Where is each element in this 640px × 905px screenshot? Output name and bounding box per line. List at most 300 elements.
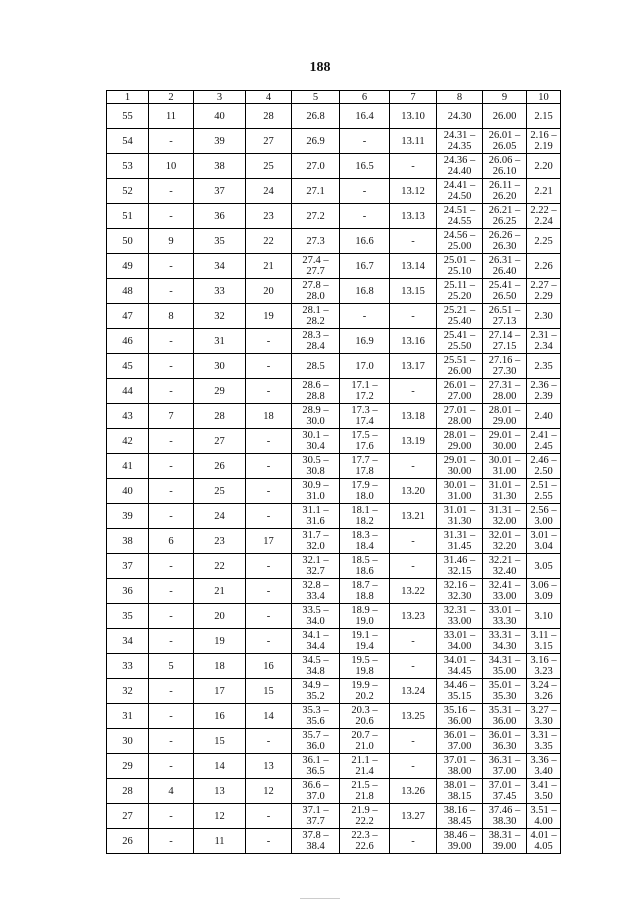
table-cell: 13 [246,754,292,779]
table-cell: 27.14 – 27.15 [483,329,527,354]
table-cell: 13.20 [390,479,437,504]
table-cell: 22 [194,554,246,579]
table-cell: - [246,329,292,354]
table-cell: 10 [149,154,194,179]
table-cell: - [149,679,194,704]
table-cell: 13.15 [390,279,437,304]
header-row [107,91,561,104]
table-cell: - [246,379,292,404]
column-header-7: 7 [390,91,437,104]
table-cell: - [390,454,437,479]
table-cell: - [340,129,390,154]
table-cell: 18 [194,654,246,679]
table-cell: 32.41 – 33.00 [483,579,527,604]
table-cell: - [246,604,292,629]
table-cell: 34.9 – 35.2 [292,679,340,704]
table-row [107,804,561,829]
table-cell: 11 [194,829,246,854]
table-cell: 4.01 – 4.05 [527,829,561,854]
table-cell: 33 [194,279,246,304]
table-cell: 16 [194,704,246,729]
table-cell: 31.46 – 32.15 [437,554,483,579]
table-cell: 38.46 – 39.00 [437,829,483,854]
table-cell: - [149,629,194,654]
table-row [107,479,561,504]
table-cell: 16.6 [340,229,390,254]
table-cell: 26.31 – 26.40 [483,254,527,279]
table-row [107,579,561,604]
table-cell: 4 [149,779,194,804]
table-cell: 26 [194,454,246,479]
table-cell: 2.20 [527,154,561,179]
table-row [107,654,561,679]
table-cell: 3.10 [527,604,561,629]
table-cell: 13.13 [390,204,437,229]
table-cell: - [149,279,194,304]
table-cell: 35.7 – 36.0 [292,729,340,754]
table-cell: 34.01 – 34.45 [437,654,483,679]
table-cell: 2.16 – 2.19 [527,129,561,154]
table-cell: 26 [107,829,149,854]
table-row [107,254,561,279]
table-cell: 32 [107,679,149,704]
table-cell: 17.9 – 18.0 [340,479,390,504]
table-cell: 17 [194,679,246,704]
table-cell: 30.1 – 30.4 [292,429,340,454]
table-cell: 20.3 – 20.6 [340,704,390,729]
table-cell: - [390,154,437,179]
table-cell: 38.01 – 38.15 [437,779,483,804]
table-cell: 5 [149,654,194,679]
table-cell: 22 [246,229,292,254]
table-cell: 16.8 [340,279,390,304]
table-cell: 37.1 – 37.7 [292,804,340,829]
table-cell: 17.7 – 17.8 [340,454,390,479]
table-cell: 27.0 [292,154,340,179]
table-cell: - [149,704,194,729]
table-cell: 34.5 – 34.8 [292,654,340,679]
table-cell: 21 [246,254,292,279]
table-cell: 36 [194,204,246,229]
table-cell: 7 [149,404,194,429]
table-row [107,629,561,654]
table-cell: 33.5 – 34.0 [292,604,340,629]
table-cell: 55 [107,104,149,129]
table-row [107,104,561,129]
column-header-4: 4 [246,91,292,104]
table-cell: - [149,329,194,354]
table-cell: - [340,204,390,229]
table-cell: 33.31 – 34.30 [483,629,527,654]
table-cell: 25.41 – 26.50 [483,279,527,304]
table-cell: - [390,754,437,779]
column-header-8: 8 [437,91,483,104]
table-cell: 34.31 – 35.00 [483,654,527,679]
table-cell: - [246,629,292,654]
table-cell: 17.3 – 17.4 [340,404,390,429]
table-cell: 32.8 – 33.4 [292,579,340,604]
table-cell: 32 [194,304,246,329]
table-cell: 24.41 – 24.50 [437,179,483,204]
table-cell: 3.31 – 3.35 [527,729,561,754]
table-cell: 2.27 – 2.29 [527,279,561,304]
table-cell: 17.1 – 17.2 [340,379,390,404]
table-cell: - [149,379,194,404]
table-cell: 36.01 – 37.00 [437,729,483,754]
table-cell: 37 [194,179,246,204]
table-row [107,529,561,554]
table-cell: 39 [194,129,246,154]
table-cell: 20 [246,279,292,304]
table-cell: 3.36 – 3.40 [527,754,561,779]
table-cell: - [246,429,292,454]
table-cell: - [149,504,194,529]
table-row [107,179,561,204]
table-cell: 18.9 – 19.0 [340,604,390,629]
table-cell: 35.3 – 35.6 [292,704,340,729]
table-row [107,204,561,229]
table-cell: 31 [107,704,149,729]
table-cell: 13.18 [390,404,437,429]
table-row [107,729,561,754]
table-row [107,754,561,779]
table-cell: 24.36 – 24.40 [437,154,483,179]
table-cell: 26.26 – 26.30 [483,229,527,254]
table-cell: 36.1 – 36.5 [292,754,340,779]
table-cell: 31.31 – 32.00 [483,504,527,529]
table-cell: 43 [107,404,149,429]
table-cell: - [149,479,194,504]
table-cell: 26.8 [292,104,340,129]
table-cell: 25.01 – 25.10 [437,254,483,279]
table-cell: 2.35 [527,354,561,379]
table-cell: 13.11 [390,129,437,154]
table-cell: 30.01 – 31.00 [483,454,527,479]
table-cell: 28.9 – 30.0 [292,404,340,429]
table-cell: 44 [107,379,149,404]
table-cell: 30.9 – 31.0 [292,479,340,504]
table-cell: 28.6 – 28.8 [292,379,340,404]
table-cell: 17 [246,529,292,554]
table-row [107,304,561,329]
table-cell: 33 [107,654,149,679]
table-cell: 25.51 – 26.00 [437,354,483,379]
table-cell: 19 [194,629,246,654]
table-cell: - [390,829,437,854]
table-cell: 35.31 – 36.00 [483,704,527,729]
table-cell: 21.5 – 21.8 [340,779,390,804]
table-cell: 31 [194,329,246,354]
table-cell: - [149,754,194,779]
column-header-6: 6 [340,91,390,104]
column-header-9: 9 [483,91,527,104]
table-row [107,404,561,429]
table-cell: 26.9 [292,129,340,154]
table-cell: - [149,604,194,629]
table-cell: 28.01 – 29.00 [483,404,527,429]
table-cell: 46 [107,329,149,354]
table-cell: - [149,129,194,154]
table-cell: 17.0 [340,354,390,379]
table-cell: 54 [107,129,149,154]
table-cell: 25 [194,479,246,504]
table-cell: 13 [194,779,246,804]
column-header-10: 10 [527,91,561,104]
table-cell: 25 [246,154,292,179]
table-cell: 2.15 [527,104,561,129]
table-cell: - [246,454,292,479]
table-cell: - [390,304,437,329]
table-cell: 2.46 – 2.50 [527,454,561,479]
table-cell: 27.1 [292,179,340,204]
table-cell: 2.26 [527,254,561,279]
table-cell: 25.11 – 25.20 [437,279,483,304]
table-cell: 3.11 – 3.15 [527,629,561,654]
table-row [107,354,561,379]
table-body [107,104,561,854]
table-cell: 14 [194,754,246,779]
table-cell: 18.5 – 18.6 [340,554,390,579]
table-cell: 23 [246,204,292,229]
table-cell: 27 [107,804,149,829]
table-cell: 31.01 – 31.30 [437,504,483,529]
table-cell: 15 [246,679,292,704]
table-cell: 13.16 [390,329,437,354]
table-cell: 27.01 – 28.00 [437,404,483,429]
data-table [106,90,561,854]
table-row [107,779,561,804]
table-cell: 29.01 – 30.00 [437,454,483,479]
table-cell: 3.27 – 3.30 [527,704,561,729]
table-cell: 13.27 [390,804,437,829]
table-cell: - [149,179,194,204]
table-cell: - [149,429,194,454]
table-cell: - [246,729,292,754]
table-cell: 31.1 – 31.6 [292,504,340,529]
table-cell: 27.3 [292,229,340,254]
table-cell: 18 [246,404,292,429]
table-cell: 13.22 [390,579,437,604]
table-cell: 41 [107,454,149,479]
table-cell: 17.5 – 17.6 [340,429,390,454]
table-cell: 25.21 – 25.40 [437,304,483,329]
table-cell: 3.51 – 4.00 [527,804,561,829]
table-cell: 36.01 – 36.30 [483,729,527,754]
table-cell: - [149,729,194,754]
table-cell: - [390,654,437,679]
table-cell: 45 [107,354,149,379]
table-cell: 3.24 – 3.26 [527,679,561,704]
table-row [107,229,561,254]
table-cell: 8 [149,304,194,329]
table-cell: 39 [107,504,149,529]
table-cell: 31.31 – 31.45 [437,529,483,554]
table-cell: 29 [107,754,149,779]
table-cell: - [390,379,437,404]
table-row [107,679,561,704]
table-cell: 32.1 – 32.7 [292,554,340,579]
table-cell: - [246,804,292,829]
table-cell: 37.8 – 38.4 [292,829,340,854]
table-cell: 19.9 – 20.2 [340,679,390,704]
table-cell: 26.01 – 27.00 [437,379,483,404]
table-row [107,604,561,629]
table-cell: 22.3 – 22.6 [340,829,390,854]
table-cell: 31.7 – 32.0 [292,529,340,554]
table-cell: 13.17 [390,354,437,379]
table-cell: 26.11 – 26.20 [483,179,527,204]
table-cell: 38 [107,529,149,554]
table-cell: - [149,204,194,229]
table-cell: 3.01 – 3.04 [527,529,561,554]
table-cell: 3.06 – 3.09 [527,579,561,604]
table-cell: 29 [194,379,246,404]
table-cell: 26.00 [483,104,527,129]
table-cell: 16.9 [340,329,390,354]
table-cell: 27.31 – 28.00 [483,379,527,404]
table-row [107,429,561,454]
table-cell: - [246,829,292,854]
table-cell: 21.9 – 22.2 [340,804,390,829]
table-cell: 13.26 [390,779,437,804]
table-cell: 28.1 – 28.2 [292,304,340,329]
table-cell: 20 [194,604,246,629]
table-cell: 34 [107,629,149,654]
column-header-2: 2 [149,91,194,104]
table-row [107,454,561,479]
table-cell: 24 [246,179,292,204]
table-cell: 16 [246,654,292,679]
table-cell: 24.30 [437,104,483,129]
table-cell: 9 [149,229,194,254]
table-cell: 3.05 [527,554,561,579]
table-cell: 53 [107,154,149,179]
table-cell: 32.21 – 32.40 [483,554,527,579]
table-cell: - [149,254,194,279]
table-cell: - [246,579,292,604]
table-row [107,504,561,529]
table-cell: 28 [246,104,292,129]
table-cell: - [149,804,194,829]
table-cell: 36 [107,579,149,604]
table-cell: 35 [194,229,246,254]
table-cell: 33.01 – 33.30 [483,604,527,629]
table-cell: 33.01 – 34.00 [437,629,483,654]
table-cell: - [246,354,292,379]
table-cell: 2.56 – 3.00 [527,504,561,529]
table-cell: 36.6 – 37.0 [292,779,340,804]
table-cell: 18.1 – 18.2 [340,504,390,529]
table-cell: 26.01 – 26.05 [483,129,527,154]
table-cell: 28 [107,779,149,804]
table-cell: 38 [194,154,246,179]
table-cell: 28 [194,404,246,429]
table-cell: 42 [107,429,149,454]
table-cell: 6 [149,529,194,554]
table-cell: 24 [194,504,246,529]
table-cell: - [390,229,437,254]
table-cell: 36.31 – 37.00 [483,754,527,779]
table-cell: 34.46 – 35.15 [437,679,483,704]
table-cell: 21 [194,579,246,604]
table-cell: 12 [194,804,246,829]
table-cell: 37.46 – 38.30 [483,804,527,829]
table-cell: 26.51 – 27.13 [483,304,527,329]
table-cell: - [340,304,390,329]
table-cell: 38.16 – 38.45 [437,804,483,829]
table-row [107,554,561,579]
table-cell: 28.5 [292,354,340,379]
table-cell: - [246,504,292,529]
table-cell: - [390,529,437,554]
table-row [107,329,561,354]
table-cell: 35.01 – 35.30 [483,679,527,704]
table-cell: 2.51 – 2.55 [527,479,561,504]
table-row [107,829,561,854]
table-cell: 38.31 – 39.00 [483,829,527,854]
table-cell: 31.01 – 31.30 [483,479,527,504]
table-cell: 34 [194,254,246,279]
table-cell: 34.1 – 34.4 [292,629,340,654]
table-cell: - [149,579,194,604]
table-cell: 18.7 – 18.8 [340,579,390,604]
table-cell: 52 [107,179,149,204]
table-cell: 29.01 – 30.00 [483,429,527,454]
table-cell: 13.12 [390,179,437,204]
table-cell: 32.16 – 32.30 [437,579,483,604]
table-cell: 40 [107,479,149,504]
table-cell: 2.40 [527,404,561,429]
table-row [107,379,561,404]
table-cell: - [340,179,390,204]
table-cell: 19.5 – 19.8 [340,654,390,679]
table-cell: 30.5 – 30.8 [292,454,340,479]
table-cell: 27.2 [292,204,340,229]
table-cell: 27.4 – 27.7 [292,254,340,279]
table-cell: 13.24 [390,679,437,704]
table-cell: 11 [149,104,194,129]
table-cell: 26.06 – 26.10 [483,154,527,179]
table-cell: 30 [107,729,149,754]
table-cell: 37.01 – 38.00 [437,754,483,779]
table-cell: 28.01 – 29.00 [437,429,483,454]
table-cell: - [149,829,194,854]
table-cell: 15 [194,729,246,754]
table-cell: 37.01 – 37.45 [483,779,527,804]
table-cell: 27.8 – 28.0 [292,279,340,304]
table-cell: 2.31 – 2.34 [527,329,561,354]
table-cell: 16.5 [340,154,390,179]
table-cell: 2.41 – 2.45 [527,429,561,454]
table-cell: 16.7 [340,254,390,279]
table-row [107,129,561,154]
table-cell: 2.36 – 2.39 [527,379,561,404]
table-cell: 14 [246,704,292,729]
table-cell: - [149,554,194,579]
table-cell: 13.23 [390,604,437,629]
table-cell: 35.16 – 36.00 [437,704,483,729]
table-cell: 2.21 [527,179,561,204]
table-cell: - [246,554,292,579]
footer-rule [300,898,340,899]
table-row [107,704,561,729]
table-cell: - [149,454,194,479]
table-cell: 28.3 – 28.4 [292,329,340,354]
table-cell: 26.21 – 26.25 [483,204,527,229]
table-cell: 47 [107,304,149,329]
table-cell: - [246,479,292,504]
table-cell: - [390,629,437,654]
